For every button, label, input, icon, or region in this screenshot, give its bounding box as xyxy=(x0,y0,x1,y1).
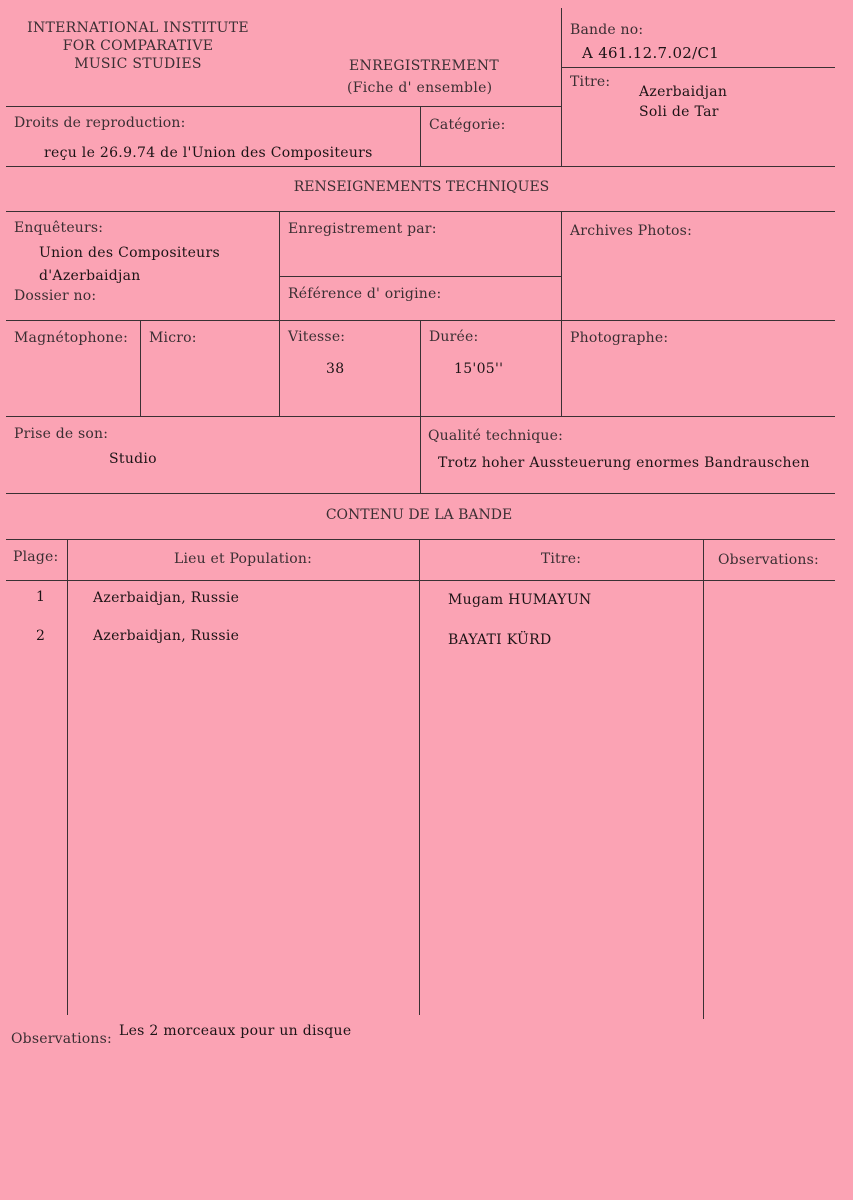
enqueteurs-line-2: d'Azerbaidjan xyxy=(39,268,141,284)
row-plage: 2 xyxy=(36,628,46,644)
rule-micro-divider xyxy=(140,320,141,416)
qualite-value: Trotz hoher Aussteuerung enormes Bandrauschen xyxy=(438,455,810,471)
rule-archives-divider xyxy=(561,211,562,416)
enqueteurs-label: Enquêteurs: xyxy=(14,220,104,236)
col-header-observations: Observations: xyxy=(718,552,819,568)
magnetophone-label: Magnétophone: xyxy=(14,330,129,346)
rule-section-tech xyxy=(6,211,835,212)
institute-line-2: FOR COMPARATIVE xyxy=(62,38,214,54)
vitesse-label: Vitesse: xyxy=(288,329,346,345)
titre-line-1: Azerbaidjan xyxy=(639,84,728,100)
institute-line-1: INTERNATIONAL INSTITUTE xyxy=(27,20,249,36)
form-subtitle: (Fiche d' ensemble) xyxy=(347,80,493,96)
row-titre: Mugam HUMAYUN xyxy=(448,592,592,608)
observations-value: Les 2 morceaux pour un disque xyxy=(119,1023,352,1039)
rule-duree-divider xyxy=(420,320,421,416)
vitesse-value: 38 xyxy=(326,361,345,377)
observations-label: Observations: xyxy=(11,1031,112,1047)
rule-prise-bottom xyxy=(6,493,835,494)
titre-label: Titre: xyxy=(570,74,611,90)
col-header-lieu: Lieu et Population: xyxy=(173,551,313,567)
dossier-label: Dossier no: xyxy=(14,288,97,304)
duree-label: Durée: xyxy=(429,329,479,345)
row-plage: 1 xyxy=(36,589,46,605)
section-contents: CONTENU DE LA BANDE xyxy=(325,507,513,523)
prise-de-son-value: Studio xyxy=(109,451,157,467)
titre-line-2: Soli de Tar xyxy=(639,104,719,120)
rule-header-bottom xyxy=(6,106,561,107)
rule-enq-divider xyxy=(279,211,280,416)
institute-name xyxy=(14,19,262,73)
section-technical: RENSEIGNEMENTS TECHNIQUES xyxy=(293,179,550,195)
rule-col-titre xyxy=(703,539,704,1019)
row-lieu: Azerbaidjan, Russie xyxy=(93,590,240,606)
rule-col-plage xyxy=(67,539,68,1015)
reference-label: Référence d' origine: xyxy=(288,286,442,302)
rule-col-lieu xyxy=(419,539,420,1015)
institute-line-3: MUSIC STUDIES xyxy=(74,56,202,72)
rule-table-header-bottom xyxy=(6,580,835,581)
rule-header-divider xyxy=(561,8,562,166)
bande-value: A 461.12.7.02/C1 xyxy=(582,44,720,62)
archives-photos-label: Archives Photos: xyxy=(570,223,692,239)
rule-enreg-ref xyxy=(279,276,561,277)
form-title: ENREGISTREMENT xyxy=(349,58,499,74)
qualite-label: Qualité technique: xyxy=(428,428,564,444)
enqueteurs-line-1: Union des Compositeurs xyxy=(39,245,220,261)
rights-label: Droits de reproduction: xyxy=(14,115,186,131)
row-titre: BAYATI KÜRD xyxy=(448,632,552,648)
photographe-label: Photographe: xyxy=(570,330,669,346)
prise-de-son-label: Prise de son: xyxy=(14,426,109,442)
bande-label: Bande no: xyxy=(570,22,644,38)
duree-value: 15'05'' xyxy=(454,361,504,377)
rule-table-top xyxy=(6,539,835,540)
micro-label: Micro: xyxy=(149,330,197,346)
row-lieu: Azerbaidjan, Russie xyxy=(93,628,240,644)
col-header-titre: Titre: xyxy=(540,551,582,567)
rule-rights-bottom xyxy=(6,166,835,167)
categorie-label: Catégorie: xyxy=(429,117,506,133)
rule-qualite-divider xyxy=(420,416,421,494)
enregistrement-par-label: Enregistrement par: xyxy=(288,221,437,237)
rule-categorie-divider xyxy=(420,106,421,166)
col-header-plage: Plage: xyxy=(13,549,59,565)
rule-bande-bottom xyxy=(561,67,835,68)
rights-value: reçu le 26.9.74 de l'Union des Compositeurs xyxy=(44,145,373,161)
